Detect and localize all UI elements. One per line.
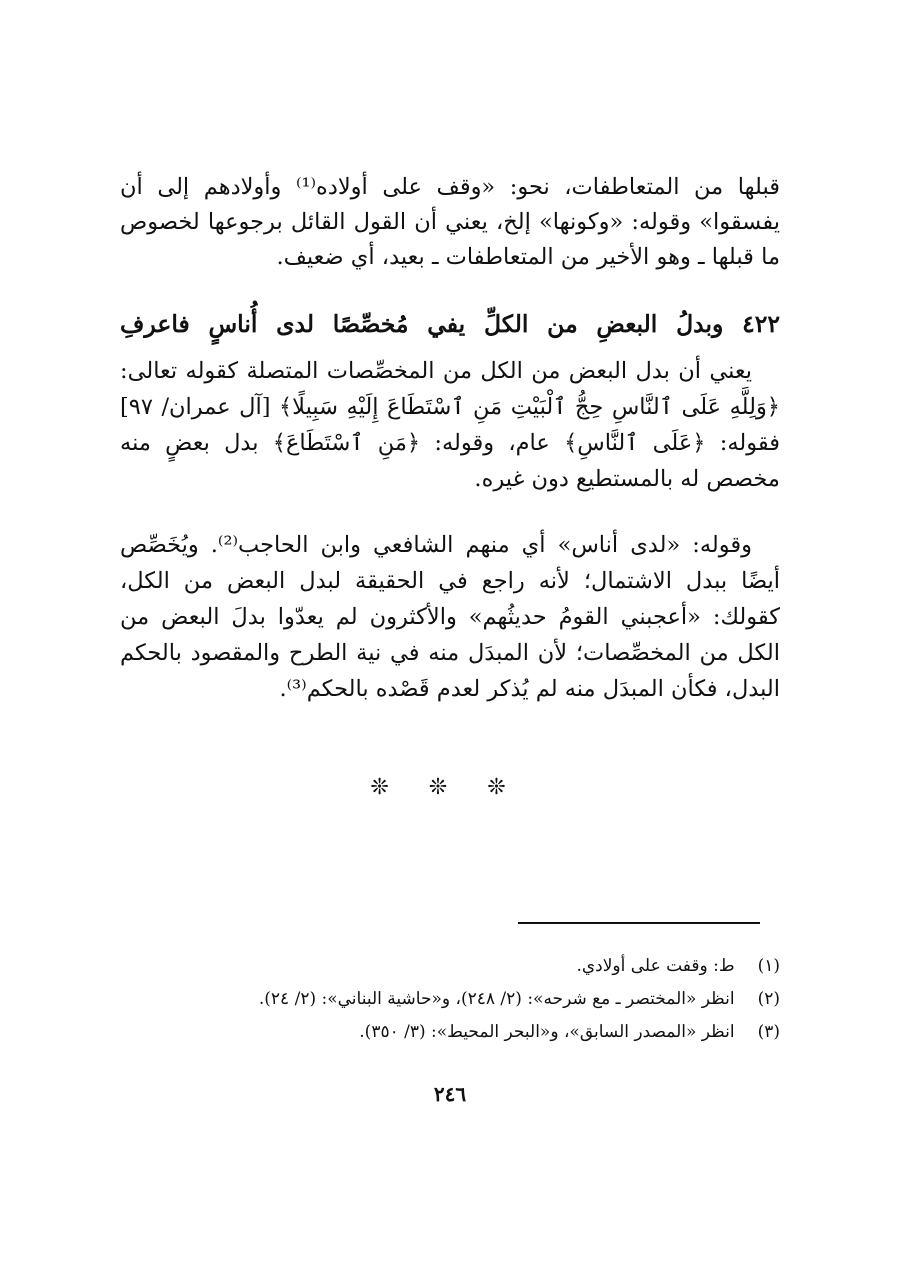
footnote-text: انظر «المصدر السابق»، و«البحر المحيط»: (٣/ ٣٥٠). bbox=[359, 1022, 735, 1042]
footnote-number: (١) bbox=[757, 956, 780, 976]
paragraph-commentary bbox=[120, 527, 780, 707]
footnotes bbox=[120, 950, 780, 1049]
star-icon: ❊ bbox=[370, 775, 413, 800]
paragraph-2-text: يعني أن بدل البعض من الكل من المخصِّصات المتصلة كقوله تعالى: ﴿وَلِلَّهِ عَلَى ٱلنَّاسِ حِجُّ ٱلْبَيْتِ مَنِ ٱسْتَطَاعَ إِلَيْهِ سَبِيلًا﴾ [آل عمران/ ٩٧] فقوله: ﴿عَلَى ٱلنَّاسِ﴾ عام، وقوله: ﴿مَنِ ٱسْتَطَاعَ﴾ بدل بعضٍ منه مخصص له بالمستطيع دون غيره. bbox=[120, 358, 780, 492]
star-icon: ❊ bbox=[428, 775, 472, 800]
paragraph-3-text: وقوله: «لدى أناس» أي منهم الشافعي وابن الحاجب⁽²⁾. ويُخَصِّص أيضًا ببدل الاشتمال؛ لأنه راجع في الحقيقة لبدل البعض من الكل، كقولك: «أعجبني القومُ حديثُهم» والأكثرون لم يعدّوا بدلَ البعض من الكل من المخصِّصات؛ لأن المبدَل منه في نية الطرح والمقصود بالحكم البدل، فكأن المبدَل منه لم يُذكر لعدم قَصْده بالحكم⁽³⁾. bbox=[120, 532, 780, 702]
star-icon: ❊ bbox=[487, 775, 530, 800]
footnote-1 bbox=[120, 950, 780, 983]
footnote-3 bbox=[120, 1016, 780, 1049]
paragraph-explanation bbox=[120, 353, 780, 497]
footnote-divider bbox=[518, 922, 760, 924]
verse-text: ٤٢٢ وبدلُ البعضِ من الكلِّ يفي مُخصِّصًا لدى أُناسٍ فاعرفِ bbox=[120, 310, 780, 338]
footnote-number: (٢) bbox=[757, 989, 780, 1009]
page-number: ٢٤٦ bbox=[433, 1082, 467, 1106]
footnote-number: (٣) bbox=[757, 1022, 780, 1042]
section-separator bbox=[0, 775, 900, 800]
paragraph-continuation bbox=[120, 170, 780, 275]
footnote-2 bbox=[120, 983, 780, 1016]
paragraph-1-text: قبلها من المتعاطفات، نحو: «وقف على أولاده⁽¹⁾ وأولادهم إلى أن يفسقوا» وقوله: «وكونها» إلخ، يعني أن القول القائل برجوعها لخصوص ما قبلها ـ وهو الأخير من المتعاطفات ـ بعيد، أي ضعيف. bbox=[120, 174, 780, 270]
footnote-text: انظر «المختصر ـ مع شرحه»: (٢/ ٢٤٨)، و«حاشية البناني»: (٢/ ٢٤). bbox=[258, 989, 735, 1009]
footnote-text: ط: وقفت على أولادي. bbox=[576, 956, 735, 976]
verse-line-422 bbox=[120, 306, 780, 342]
